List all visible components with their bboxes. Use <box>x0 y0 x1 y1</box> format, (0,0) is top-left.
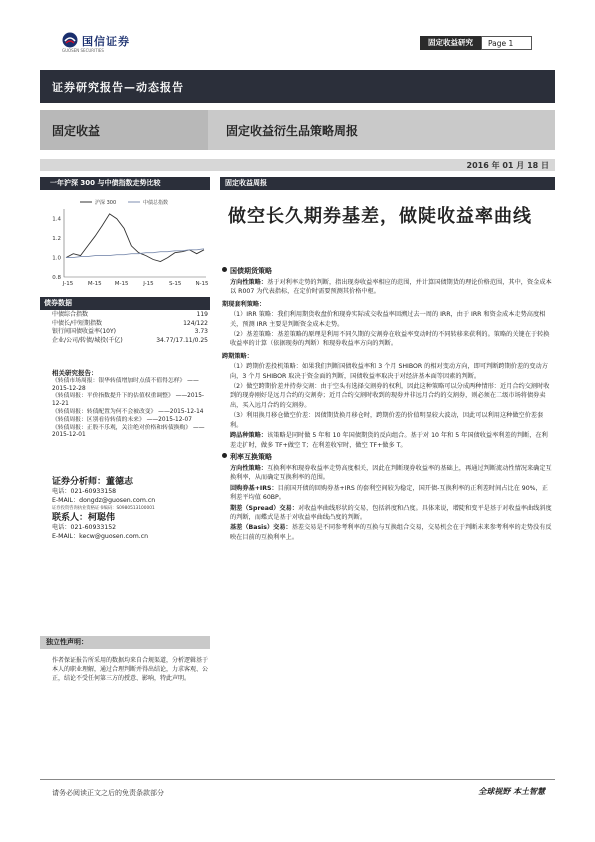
subsection-heading: 跨期策略： <box>222 352 253 360</box>
contact-name: 柯聪伟 <box>88 513 116 523</box>
stat-value: 34.77/17.11/0.25 <box>156 336 208 344</box>
paragraph-lead: 期差（Spread）交易： <box>230 504 299 512</box>
x-tick-label: M-15 <box>87 281 102 287</box>
paragraph-block <box>222 431 552 450</box>
paragraph-lead: 基差（Basis）交易： <box>230 524 292 532</box>
related-report-item[interactable]: 《转债周报：正股不乐观，关注绝对价格和转债换购》 ——2015-12-01 <box>52 424 205 439</box>
paragraph-block <box>222 504 552 523</box>
bond-stats-table <box>52 311 208 345</box>
body-paragraph <box>222 464 552 483</box>
paragraph-text: （1）跨期价差投机策略：如果我们判断国债收益率和 3 个月 SHIBOR 的相对变动方向，即可判断跨期价差的变动方向，3 个月 SHIBOR 取决于资金面的判断，国债收益率取决于对经济基本面等因素的判断。 <box>230 363 548 380</box>
report-title: 固定收益衍生品策略周报 <box>226 124 359 138</box>
company-logo <box>62 31 162 53</box>
report-headline: 做空长久期券基差，做陡收益率曲线 <box>228 206 532 227</box>
chart-y-ticks <box>52 217 61 281</box>
subsection-heading: 期现套利策略： <box>222 300 266 308</box>
paragraph-text: 对收益率曲线形状的交易，包括斜度和凸度。具体来说，增陡和变平是基于对收益率曲线斜度的判断，而蝶式是基于对收益率曲线凸度的判断。 <box>230 504 552 521</box>
x-tick-label: J-15 <box>62 281 74 287</box>
bullet-icon <box>222 267 227 272</box>
stat-value: 124/122 <box>183 319 208 327</box>
chart-x-ticks <box>62 281 209 287</box>
series-line-hs300 <box>66 214 204 262</box>
paragraph-text: （2）基差策略：基差策略的原理是利用不同久期的交割券在收益率变动时的不同转移来获利的。策略的关键在于转换收益率的计算（依据现券的判断）和现券收益率方向的判断。 <box>230 331 550 348</box>
analyst-certificate: 证券投资咨询执业资格证书编码：S0980513100001 <box>52 506 155 511</box>
header-tag <box>420 36 532 50</box>
y-tick-label: 1.4 <box>52 216 61 223</box>
guosen-logo-icon <box>62 32 78 48</box>
chart-lines <box>66 214 204 262</box>
analyst-phone: 电话：021-60933158 <box>52 488 117 495</box>
paragraph-text: （1）IRR 策略：我们利用期货收盘价和现券实际成交收益率回溯过去一周的 IRR，由于 IRR 和资金成本走势高度相关，预测 IRR 主要是判断资金成本走势。 <box>230 311 546 328</box>
footer-disclaimer-link: 请务必阅读正文之后的免责条款部分 <box>52 789 164 797</box>
bullet-icon <box>222 453 227 458</box>
paragraph-block <box>222 484 552 503</box>
stats-header: 债券数据 <box>40 297 210 310</box>
paragraph-block <box>222 310 552 329</box>
disclaimer-text: 作者保证报告所采用的数据均来自合规渠道，分析逻辑基于本人的职业理解，通过合理判断并得出结论，力求客观、公正，结论不受任何第三方的授意、影响，特此声明。 <box>52 657 209 682</box>
analyst-email[interactable]: E-MAIL：dongdz@guosen.com.cn <box>52 496 156 504</box>
footer-slogan: 全球视野 本土智慧 <box>478 787 545 796</box>
date-bar <box>40 159 555 171</box>
body-paragraph <box>222 382 552 410</box>
x-tick-label: J-15 <box>143 281 154 287</box>
title-band <box>40 110 555 150</box>
contact-label: 联系人： <box>52 513 89 523</box>
paragraph-lead: 跨品种策略： <box>230 432 268 440</box>
logo-text: 国信证券 <box>82 35 130 48</box>
series-line-bond-index <box>66 249 204 258</box>
stat-label: 中债综合指数 <box>52 311 89 318</box>
body-paragraph <box>222 411 552 430</box>
stat-row <box>52 320 208 329</box>
body-paragraph <box>222 310 552 329</box>
legend-label-hs300: 沪深 300 <box>95 200 117 206</box>
paragraph-text: 互换利率和现券收益率走势高度相关，因此在判断现券收益率的基础上，再通过判断流动性情况来确定互换利率，从而确定互换利率的范围。 <box>230 464 552 482</box>
x-tick-label: M-15 <box>114 281 129 287</box>
chart-axes <box>64 209 206 277</box>
analyst-info <box>52 476 212 541</box>
body-paragraph <box>222 278 552 297</box>
chart-legend <box>80 199 168 206</box>
paragraph-text: 基差交易是不同参考利率的互换与互换组合交易，交易机会在于判断未来参考利率的走势没有反映在目前的互换利率上。 <box>230 524 552 541</box>
related-report-item[interactable]: 《转债周报：转债配置为何不会被改变》 ——2015-12-14 <box>52 408 204 415</box>
report-type: 证券研究报告—动态报告 <box>52 81 184 94</box>
index-comparison-chart <box>40 193 210 293</box>
stat-label: 银行间国债收益率(10Y) <box>52 328 116 335</box>
body-paragraph <box>222 504 552 523</box>
related-report-item[interactable]: 《转债周报：平价指数提升下的估值权重调整》 ——2015-12-21 <box>52 393 205 408</box>
paragraph-block <box>222 464 552 483</box>
report-type-band <box>40 70 555 103</box>
body-paragraph <box>222 431 552 450</box>
stat-row <box>52 337 208 346</box>
section-heading-text: 利率互换策略 <box>230 452 272 461</box>
y-tick-label: 0.8 <box>52 275 61 281</box>
logo-subtext: GUOSEN SECURITIES <box>62 48 104 53</box>
report-header-bar <box>220 177 555 190</box>
paragraph-block <box>222 382 552 410</box>
stat-label: 企业/公司/转债/城投(千亿) <box>52 336 123 344</box>
paragraph-block <box>222 330 552 349</box>
footer-divider <box>40 779 555 780</box>
header-category: 固定收益研究 <box>420 36 481 50</box>
section-heading <box>222 452 552 463</box>
paragraph-text: 基于对利率走势的判断，指出现券收益率相应的范围，并计算国债期货的理论价格范围，其中，资金成本以 R007 为代表指标，在定价时需要预测其价格中枢。 <box>230 279 552 296</box>
body-paragraph <box>222 484 552 503</box>
x-tick-label: N-15 <box>195 281 209 287</box>
y-tick-label: 1.2 <box>52 236 61 243</box>
body-paragraph <box>222 330 552 349</box>
paragraph-block <box>222 278 552 297</box>
page-number: Page 1 <box>481 36 532 50</box>
related-report-item[interactable]: 《转债市场周报：银华转债增加时点债不值得怎样》 ——2015-12-28 <box>52 377 199 392</box>
analyst-label: 证券分析师： <box>52 477 107 487</box>
section-heading <box>222 266 552 277</box>
analyst-name: 董德志 <box>106 477 134 487</box>
body-paragraph <box>222 362 552 381</box>
paragraph-text: 该策略是同时做 5 年和 10 年国债期货的反向组合。基于对 10 年和 5 年国债收益率利差的判断，在利差走扩时，做多 TF+做空 T；在利差收窄时，做空 TF+做多 T。 <box>230 432 548 449</box>
section-heading-text: 国债期货策略 <box>230 267 272 275</box>
related-reports <box>52 370 212 440</box>
paragraph-block <box>222 362 552 381</box>
stat-label: 中债长/中短期指数 <box>52 319 103 327</box>
paragraph-lead: 方向性策略： <box>230 464 268 472</box>
body-paragraph <box>222 523 552 542</box>
paragraph-text: 目前国开债的回购券基+IRS 的套利空间较为稳定，国开债-互换利率的正利差时间占比在 90%，正利差平均值 60BP。 <box>230 484 548 502</box>
legend-label-bond: 中债总指数 <box>143 200 169 206</box>
report-header-label: 固定收益周报 <box>225 179 267 187</box>
chart-header: 一年沪深 300 与中债指数走势比较 <box>40 177 210 190</box>
stat-value: 119 <box>196 311 208 318</box>
disclaimer-header: 独立性声明： <box>40 636 210 649</box>
x-tick-label: S-15 <box>168 281 182 287</box>
contact-email[interactable]: E-MAIL：kecw@guosen.com.cn <box>52 532 149 540</box>
related-reports-title: 相关研究报告： <box>52 369 98 377</box>
related-reports-list <box>52 378 212 440</box>
paragraph-lead: 回购券基+IRS： <box>230 484 278 492</box>
stat-value: 3.73 <box>194 328 208 335</box>
paragraph-text: （3）利用换月移仓做空价差：因债期货换月移仓时，跨期价差的价值明显较大波动，因此可以利用这种做空价差套利。 <box>230 412 544 429</box>
paragraph-lead: 方向性策略： <box>230 279 268 286</box>
paragraph-text: （2）做空跨期价差并持券交割：由于空头有选择交割券的权利，因此这种策略可以分成两种情形：近月合约交割时收到的现券刚好是远月合约的交割券；近月合约交割时收到的现券并非远月合约的交割券，则必须在二级市场将债券卖出，买入远月合约的交割券。 <box>230 383 550 409</box>
report-date: 2016 年 01 月 18 日 <box>466 161 549 170</box>
y-tick-label: 1.0 <box>52 255 61 262</box>
chart-grid <box>64 209 206 277</box>
report-category: 固定收益 <box>52 124 101 138</box>
stat-row <box>52 311 208 320</box>
paragraph-block <box>222 411 552 430</box>
contact-phone: 电话：021-60933152 <box>52 524 117 531</box>
report-body <box>222 264 552 542</box>
related-report-item[interactable]: 《转债周报：区别看待转债的未来》 ——2015-12-07 <box>52 416 192 423</box>
stat-row <box>52 328 208 337</box>
paragraph-block <box>222 523 552 542</box>
